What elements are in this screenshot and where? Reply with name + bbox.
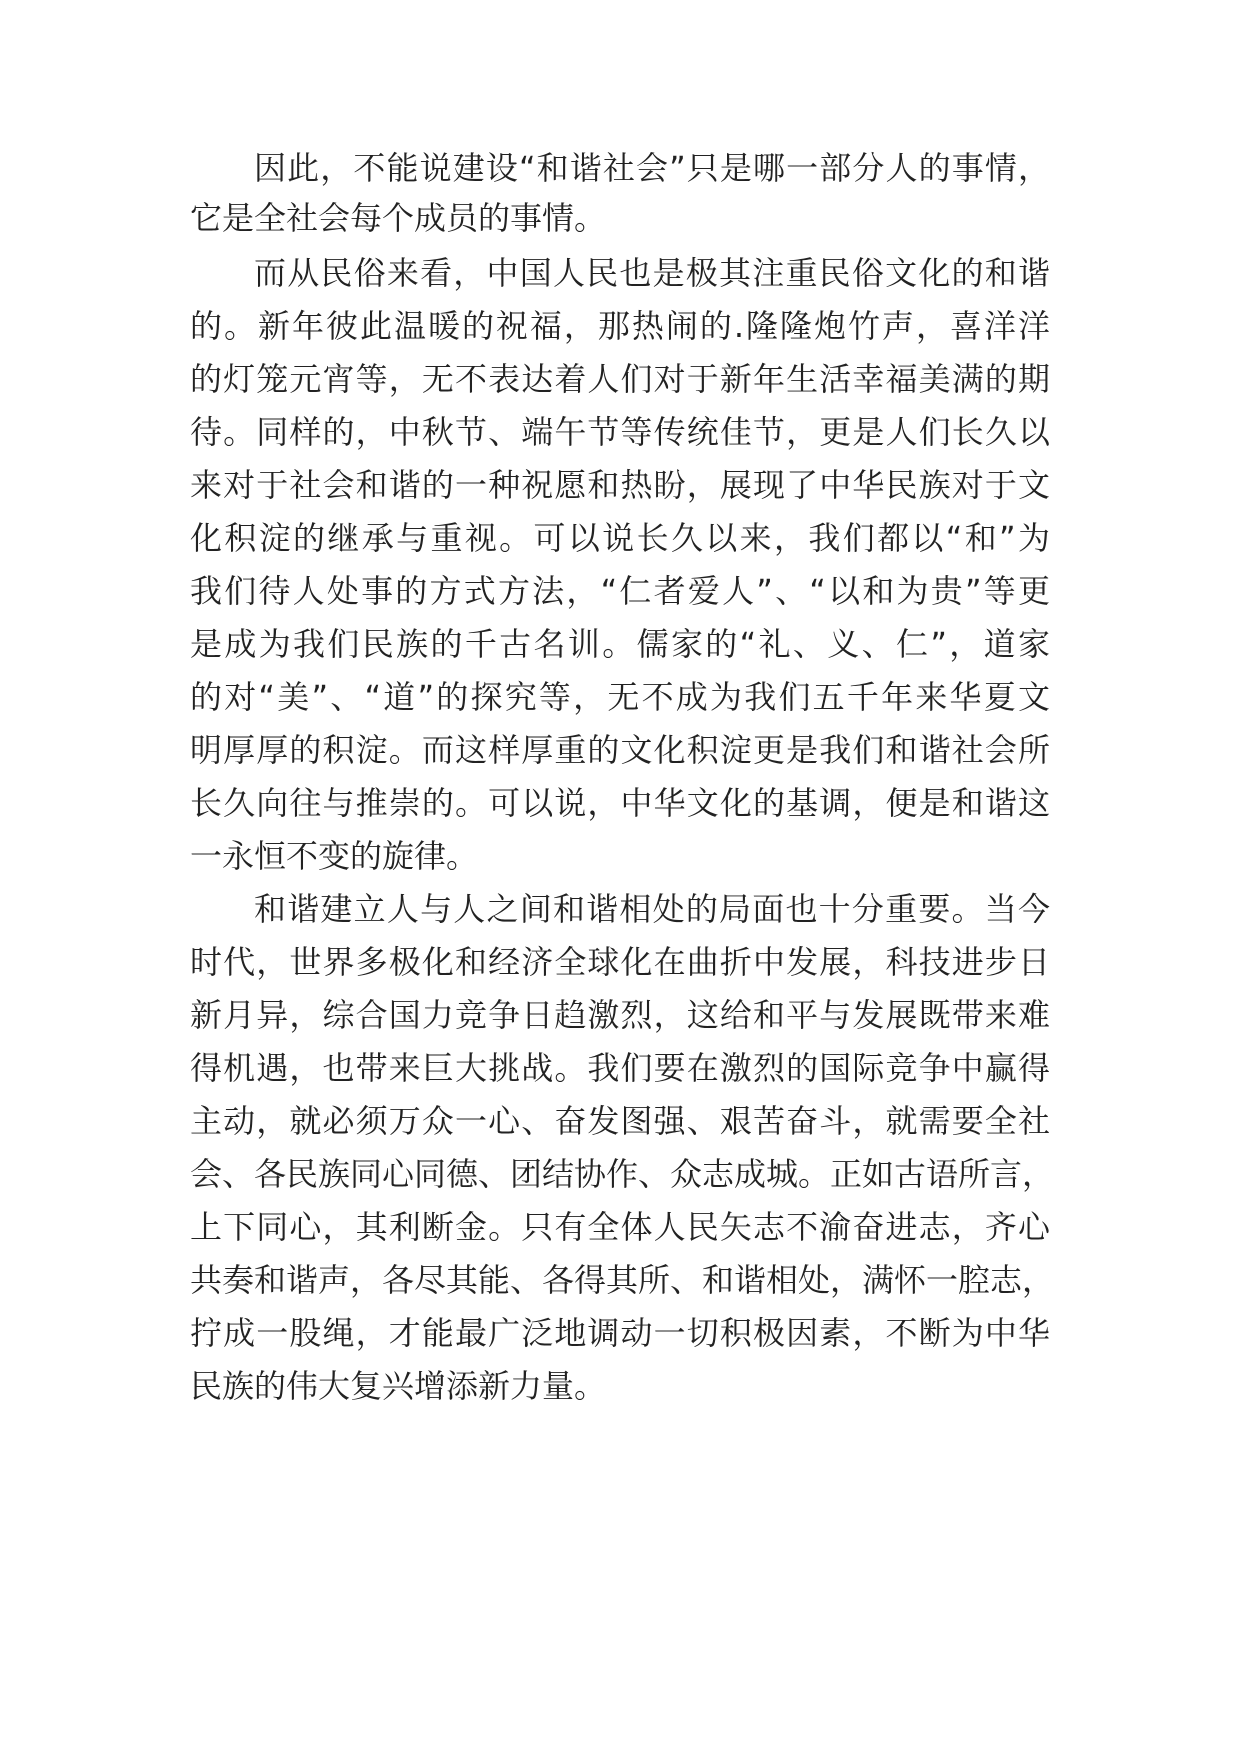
paragraph-2-line-9: 的对“美”、“道”的探究等，无不成为我们五千年来华夏文 (190, 678, 1050, 716)
paragraph-3-line-10: 民族的伟大复兴增添新力量。 (190, 1367, 607, 1405)
paragraph-2-line-4: 待。同样的，中秋节、端午节等传统佳节，更是人们长久以 (190, 413, 1050, 451)
paragraph-2-line-7: 我们待人处事的方式方法，“仁者爱人”、“以和为贵”等更 (190, 572, 1050, 610)
paragraph-2-line-12: 一永恒不变的旋律。 (190, 837, 479, 875)
paragraph-3-line-1: 和谐建立人与人之间和谐相处的局面也十分重要。当今 (254, 890, 1050, 928)
paragraph-2-line-5: 来对于社会和谐的一种祝愿和热盼，展现了中华民族对于文 (190, 466, 1050, 504)
paragraph-1-line-2: 它是全社会每个成员的事情。 (190, 199, 607, 237)
paragraph-3-line-7: 上下同心，其利断金。只有全体人民矢志不渝奋进志，齐心 (190, 1208, 1050, 1246)
paragraph-1-line-1: 因此，不能说建设“和谐社会”只是哪一部分人的事情， (254, 149, 1050, 187)
paragraph-3-line-6: 会、各民族同心同德、团结协作、众志成城。正如古语所言， (190, 1155, 1055, 1193)
paragraph-2-line-6: 化积淀的继承与重视。可以说长久以来，我们都以“和”为 (190, 519, 1050, 557)
paragraph-3-line-5: 主动，就必须万众一心、奋发图强、艰苦奋斗，就需要全社 (190, 1102, 1050, 1140)
paragraph-3-line-9: 拧成一股绳，才能最广泛地调动一切积极因素，不断为中华 (190, 1314, 1050, 1352)
paragraph-3-line-2: 时代，世界多极化和经济全球化在曲折中发展，科技进步日 (190, 943, 1050, 981)
paragraph-2-line-10: 明厚厚的积淀。而这样厚重的文化积淀更是我们和谐社会所 (190, 731, 1050, 769)
paragraph-2-line-8: 是成为我们民族的千古名训。儒家的“礼、义、仁”，道家 (190, 625, 1050, 663)
paragraph-2-line-3: 的灯笼元宵等，无不表达着人们对于新年生活幸福美满的期 (190, 360, 1050, 398)
paragraph-3-line-4: 得机遇，也带来巨大挑战。我们要在激烈的国际竞争中赢得 (190, 1049, 1050, 1087)
paragraph-3-line-3: 新月异，综合国力竞争日趋激烈，这给和平与发展既带来难 (190, 996, 1050, 1034)
paragraph-2-line-1: 而从民俗来看，中国人民也是极其注重民俗文化的和谐 (254, 254, 1050, 292)
paragraph-2-line-2: 的。新年彼此温暖的祝福，那热闹的.隆隆炮竹声，喜洋洋 (190, 307, 1050, 345)
paragraph-3-line-8: 共奏和谐声，各尽其能、各得其所、和谐相处，满怀一腔志， (190, 1261, 1055, 1299)
paragraph-2-line-11: 长久向往与推崇的。可以说，中华文化的基调，便是和谐这 (190, 784, 1050, 822)
